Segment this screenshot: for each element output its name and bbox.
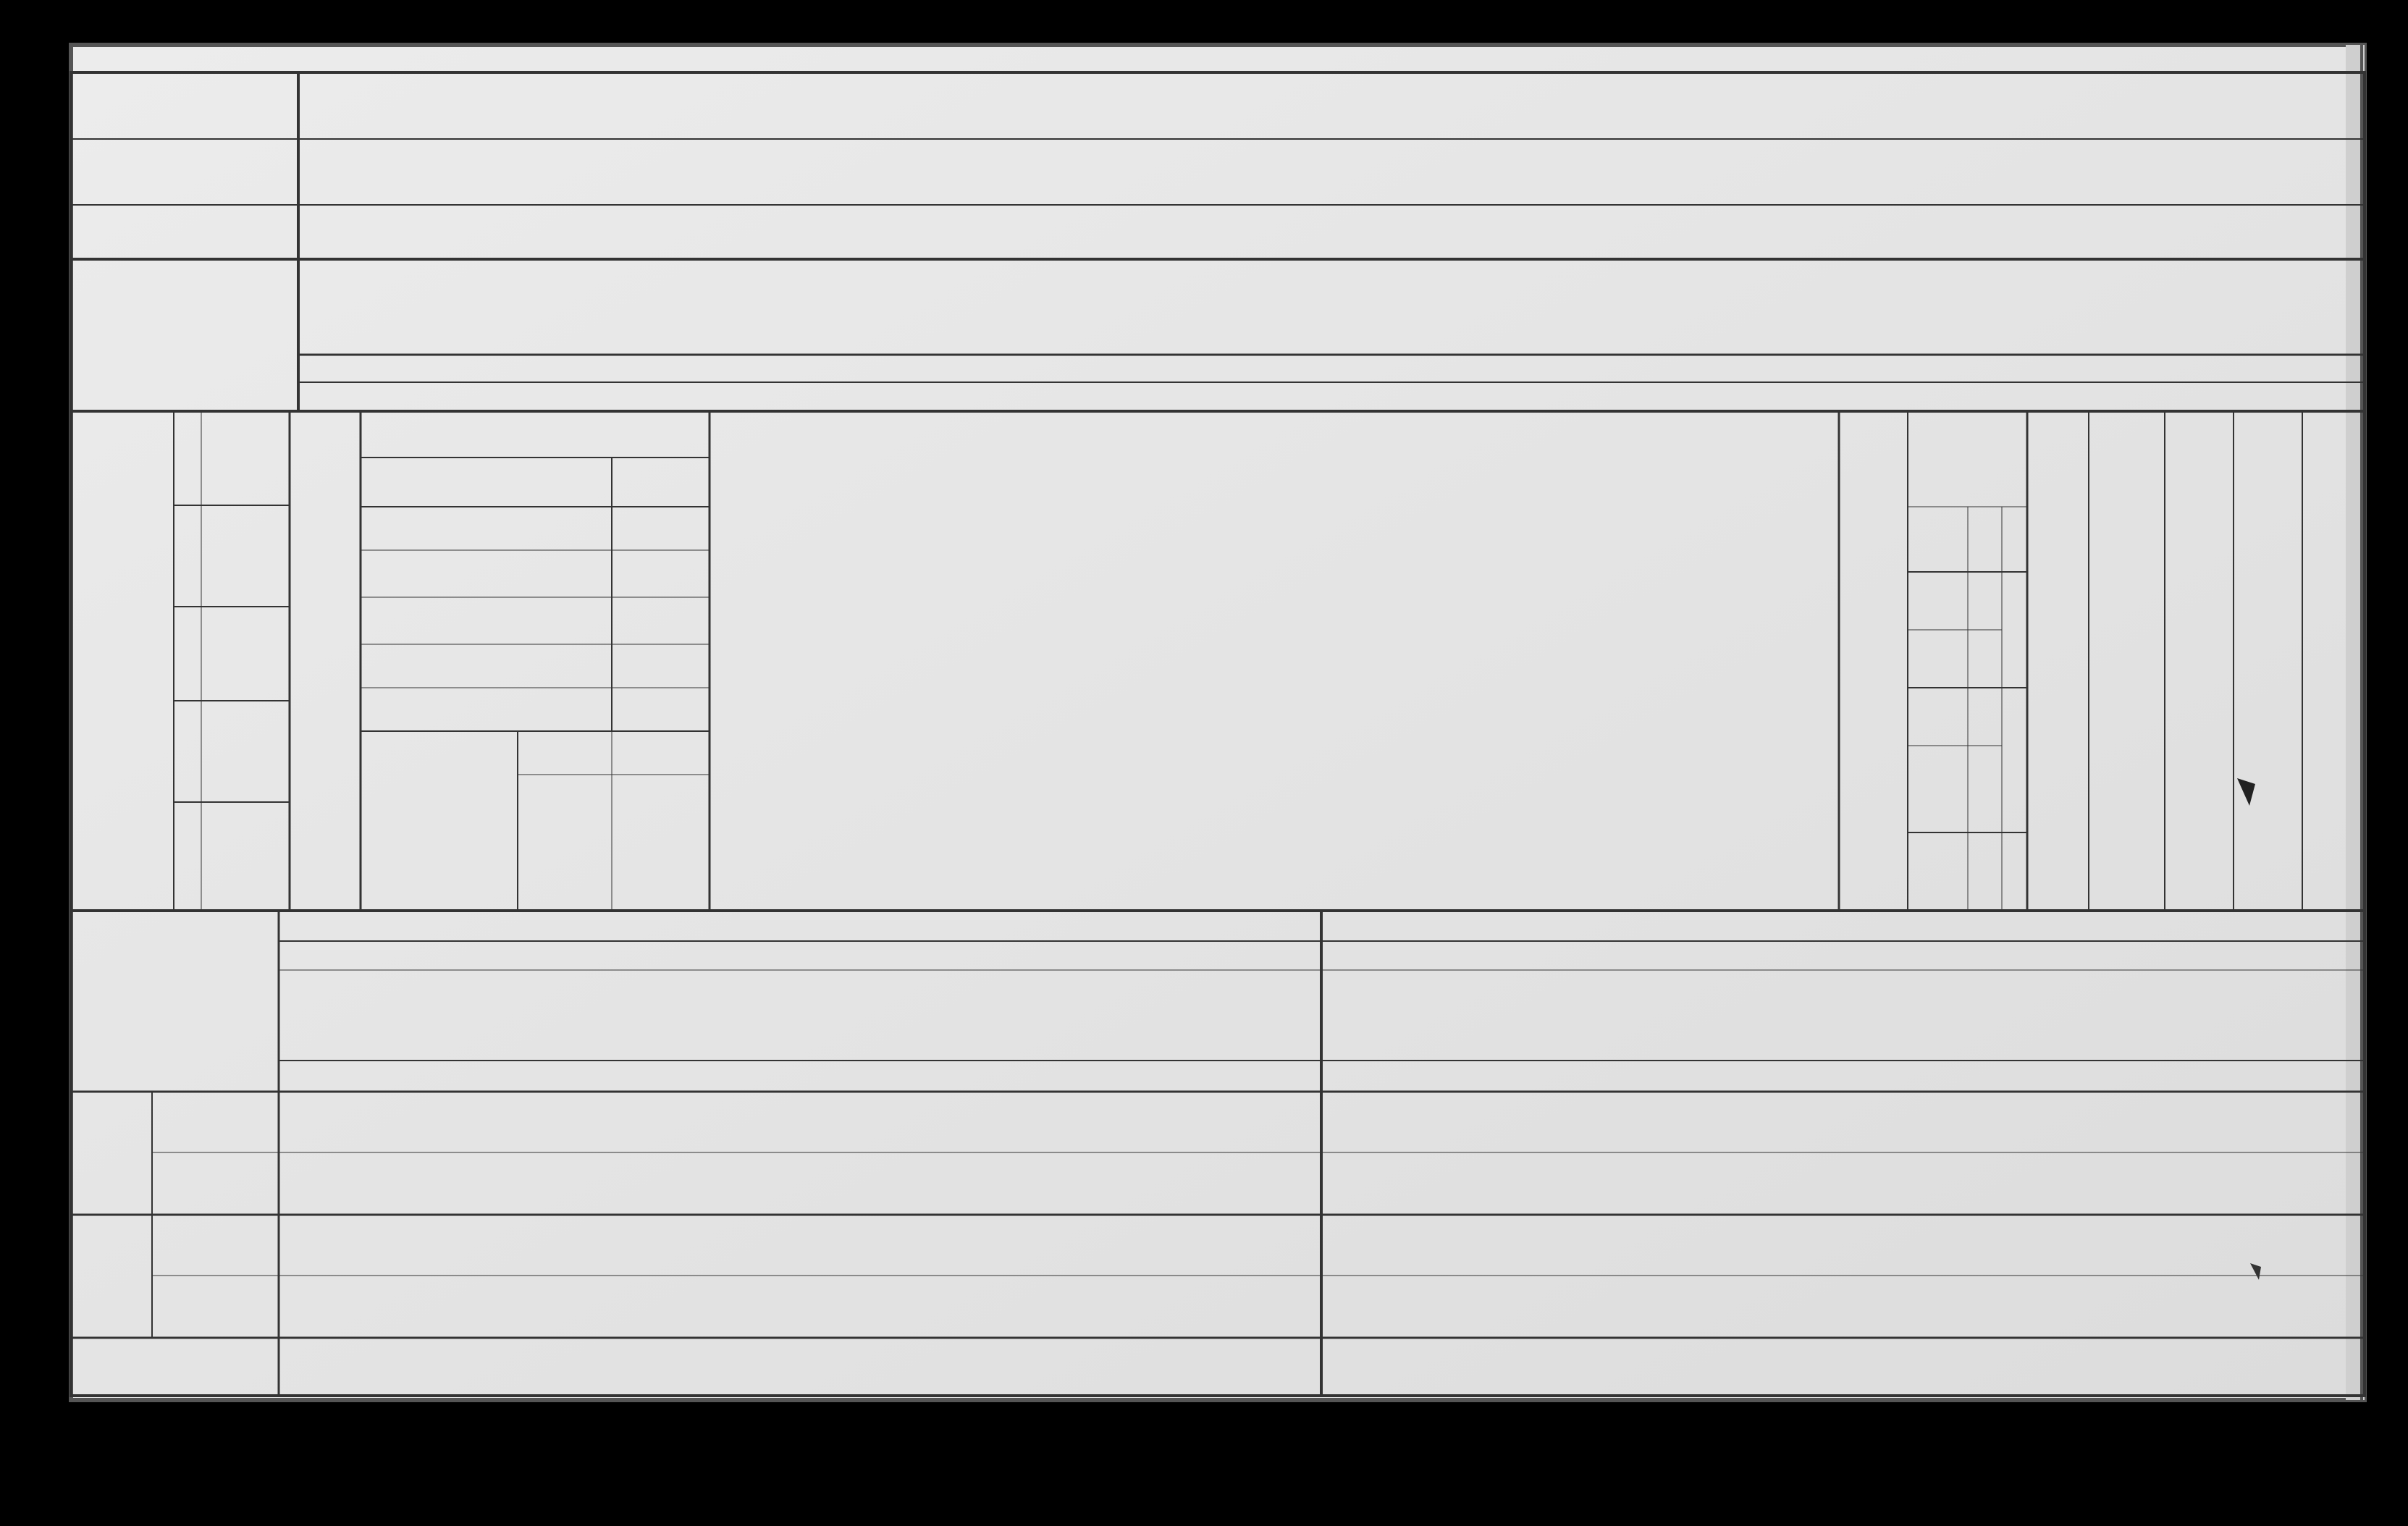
card-paper [71, 45, 2365, 1400]
